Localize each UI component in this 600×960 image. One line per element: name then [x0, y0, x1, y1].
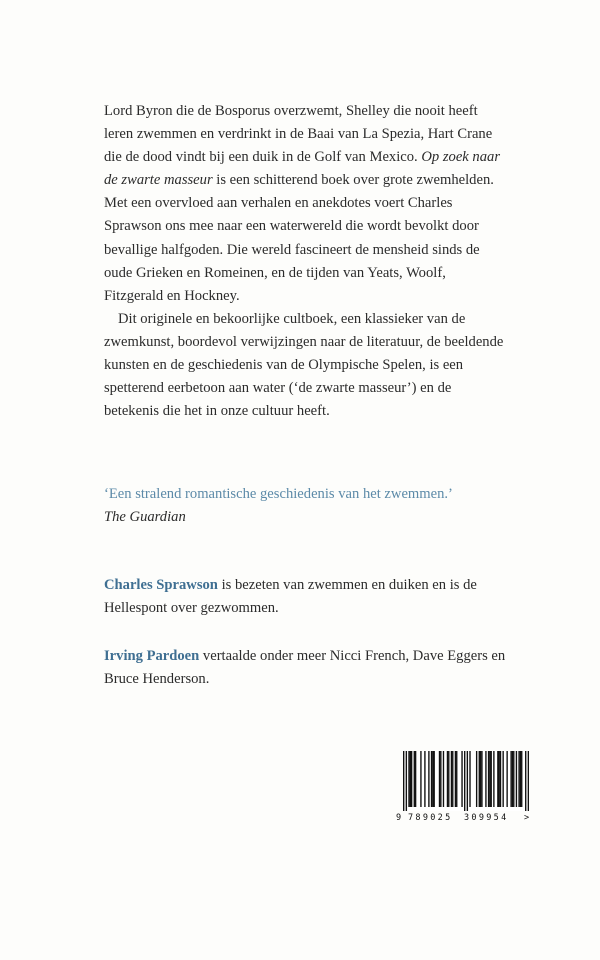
barcode-bar [440, 751, 441, 807]
blurb-text: is een schitterend boek over grote zwemhelden. Met een overvloed aan verhalen en anekdotes voert Charles Sprawson ons mee naar een waterwereld die wordt bevolkt door bevallige halfgoden. Die wereld fascineert de mensheid sinds de oude Grieken en Romeinen, en de tijden van Yeats, Woolf, Fitzgerald en Hockney. [104, 172, 494, 304]
barcode-bar [528, 751, 529, 811]
barcode-bar [480, 751, 481, 807]
barcode-bar [467, 751, 468, 811]
barcode-bar [443, 751, 444, 807]
barcode-bar [410, 751, 411, 807]
barcode-bar [461, 751, 462, 807]
barcode-lead-digit: 9 [396, 813, 402, 823]
barcode-bar [448, 751, 449, 807]
barcode-bar [520, 751, 521, 807]
back-cover-blurb [104, 100, 504, 423]
barcode-bar [408, 751, 409, 807]
translator-description: vertaalde onder meer Nicci French, Dave Eggers en Bruce Henderson. [104, 648, 506, 688]
barcode-bar [414, 751, 415, 807]
barcode-bar [502, 751, 503, 807]
press-quote [104, 483, 524, 529]
barcode-bar [525, 751, 526, 811]
barcode-bar [500, 751, 501, 807]
barcode-bar [489, 751, 490, 807]
barcode-bar [469, 751, 470, 807]
author-bio [104, 574, 524, 620]
barcode-bar [512, 751, 513, 807]
barcode-bar [451, 751, 452, 807]
barcode-bar [491, 751, 492, 807]
barcode-bar [434, 751, 435, 807]
translator-bio-text [104, 645, 524, 691]
barcode-bar [456, 751, 457, 807]
blurb-paragraph-1 [104, 100, 504, 308]
barcode-bar [439, 751, 440, 807]
barcode-digit-group-2: 309954 [464, 813, 509, 823]
barcode-bar [420, 751, 421, 807]
translator-bio [104, 645, 524, 691]
barcode-bars [403, 751, 529, 811]
barcode-bar [506, 751, 507, 807]
barcode-bar [452, 751, 453, 807]
barcode-bar [479, 751, 480, 807]
translator-name: Irving Pardoen [104, 648, 200, 664]
barcode-bar [455, 751, 456, 807]
barcode-arrow: > [524, 813, 530, 823]
barcode-bar [476, 751, 477, 807]
isbn-barcode [394, 751, 534, 831]
barcode-bar [431, 751, 432, 807]
barcode-bar [488, 751, 489, 807]
barcode-bar [513, 751, 514, 807]
barcode-bar [481, 751, 482, 807]
barcode-bar [447, 751, 448, 807]
author-description: is bezeten van zwemmen en duiken en is de Hellespont over gezwommen. [104, 577, 477, 617]
quote-text: ‘Een stralend romantische geschiedenis van het zwemmen.’ [104, 486, 453, 502]
barcode-bar [516, 751, 517, 807]
barcode-bar [415, 751, 416, 807]
barcode-bar [485, 751, 486, 807]
barcode-bar [403, 751, 404, 811]
author-name: Charles Sprawson [104, 577, 218, 593]
barcode-bar [518, 751, 519, 807]
book-title: Op zoek naar de zwarte masseur [104, 149, 500, 189]
blurb-text: Lord Byron die de Bosporus overzwemt, Shelley die nooit heeft leren zwemmen en verdrinkt in de Baai van La Spezia, Hart Crane die de dood vindt bij een duik in de Golf van Mexico. [104, 103, 493, 166]
barcode-bar [406, 751, 407, 811]
barcode-bar [497, 751, 498, 807]
barcode-bar [498, 751, 499, 807]
quote-source: The Guardian [104, 509, 186, 526]
barcode-bar [464, 751, 465, 811]
barcode-digit-group-1: 789025 [408, 813, 453, 823]
barcode-bar [428, 751, 429, 807]
barcode-bar [521, 751, 522, 807]
barcode-bar [493, 751, 494, 807]
barcode-graphic [403, 751, 529, 811]
barcode-bar [424, 751, 425, 807]
barcode-bar [432, 751, 433, 807]
barcode-bar [510, 751, 511, 807]
barcode-bar [411, 751, 412, 807]
author-bio-text [104, 574, 524, 620]
blurb-paragraph-2: Dit originele en bekoorlijke cultboek, een klassieker van de zwemkunst, boordevol verwijzingen naar de literatuur, de beeldende kunsten en de geschiedenis van de Olympische Spelen, is een spetterend eerbetoon aan water (‘de zwarte masseur’) en de betekenis die het in onze cultuur heeft. [104, 310, 504, 420]
